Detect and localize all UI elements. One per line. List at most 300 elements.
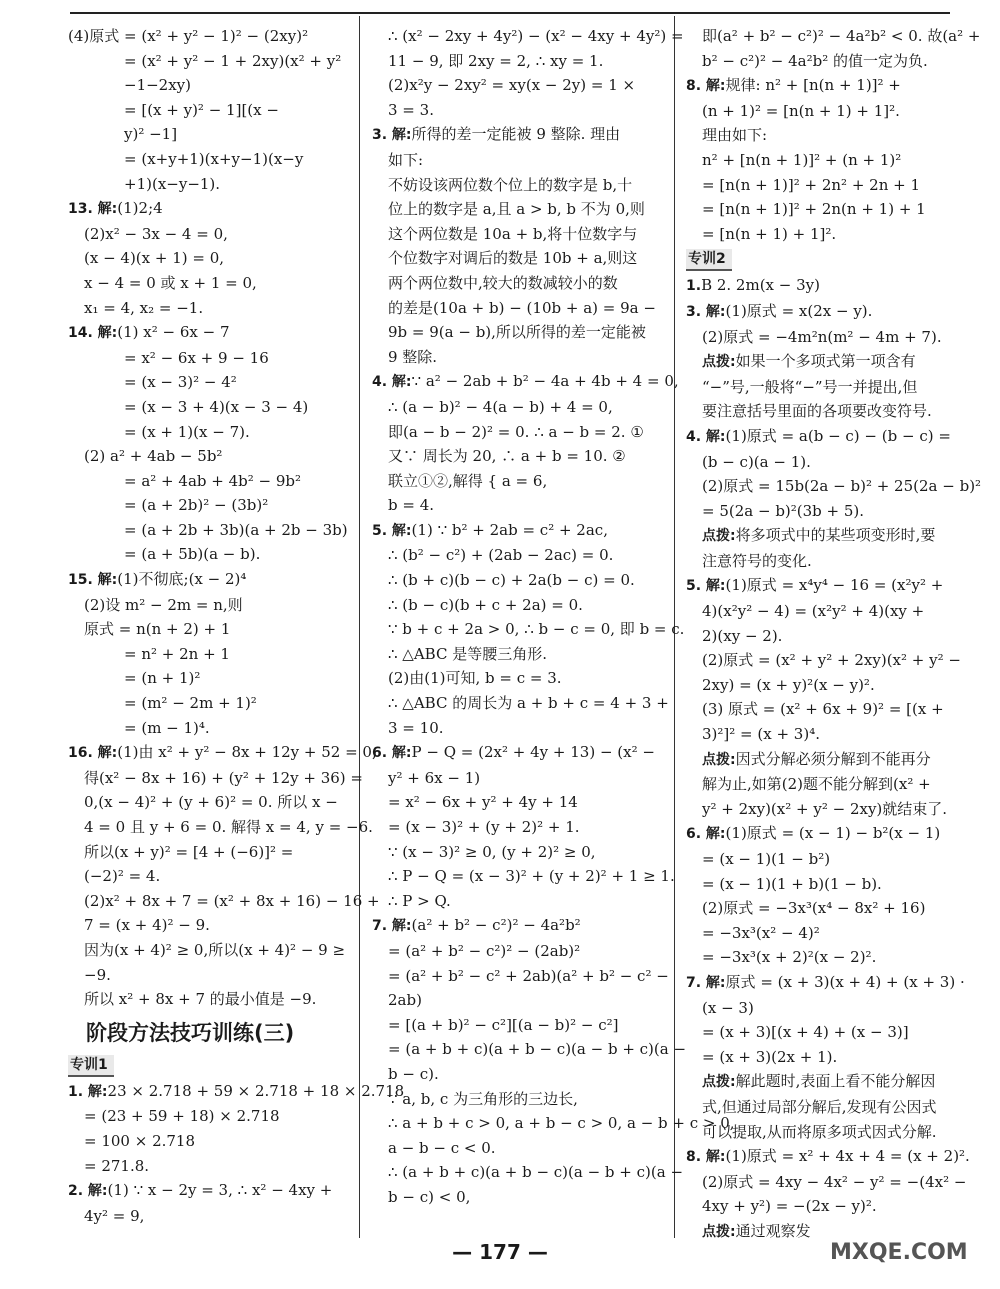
answer-line	[372, 1111, 735, 1136]
answer-text: ∴ △ABC 是等腰三角形.	[388, 644, 547, 663]
answer-line	[686, 73, 952, 99]
answer-text: 位上的数字是 a,且 a > b, b 不为 0,则	[388, 200, 645, 219]
answer-text: (1)原式 = x(2x − y).	[725, 301, 873, 320]
answer-line	[686, 399, 952, 424]
watermark-logo: MXQE.COM	[830, 1240, 968, 1265]
answer-line	[372, 320, 656, 345]
tip-label: 点拨:	[702, 1074, 736, 1091]
answer-line	[68, 49, 346, 74]
answer-line	[686, 599, 952, 624]
answer-text: = [n(n + 1)]² + 2n(n + 1) + 1	[702, 200, 926, 219]
answer-text: (b − c)(a − 1).	[702, 452, 811, 471]
answer-text: = 5(2a − b)²(3b + 5).	[702, 501, 865, 520]
answer-line	[68, 567, 346, 593]
answer-line	[686, 499, 952, 524]
answer-line	[372, 1062, 656, 1087]
answer-text: x − 4 = 0 或 x + 1 = 0,	[84, 273, 257, 292]
answer-text: = (x − 3)² + (y + 2)² + 1.	[388, 818, 580, 836]
answer-text: 原式 = (x + 3)(x + 4) + (x + 3) ·	[725, 972, 965, 991]
answer-line	[68, 73, 346, 98]
answer-text: x₁ = 4, x₂ = −1.	[84, 298, 204, 317]
answer-text: (1)原式 = x² + 4x + 4 = (x + 2)².	[725, 1147, 970, 1166]
answer-line	[68, 666, 346, 691]
answer-line	[686, 945, 952, 970]
answer-line	[686, 197, 952, 222]
answer-text: ∵ b + c + 2a > 0, ∴ b − c = 0, 即 b = c.	[388, 620, 685, 639]
problem-number: 1. 解:	[68, 1083, 108, 1100]
answer-line	[68, 420, 346, 445]
answer-text: “−”号,一般将“−”号一并提出,但	[702, 377, 918, 396]
answer-text: = (a + 2b + 3b)(a + 2b − 3b)	[124, 520, 348, 539]
answer-line	[372, 840, 656, 865]
answer-text: 4y² = 9,	[84, 1206, 145, 1225]
answer-line	[68, 913, 346, 938]
answer-text: (2)原式 = 15b(2a − b)² + 25(2a − b)²	[702, 477, 982, 496]
answer-line	[686, 921, 952, 946]
problem-number: 7. 解:	[372, 918, 412, 935]
answer-line	[372, 469, 656, 494]
answer-line	[68, 938, 346, 963]
answer-text: = −3x³(x + 2)²(x − 2)².	[702, 948, 877, 967]
answer-line	[68, 766, 363, 791]
answer-text: = −3x³(x² − 4)²	[702, 923, 820, 942]
answer-text: (1)2;4	[117, 199, 163, 218]
answer-line	[686, 648, 961, 673]
answer-line	[68, 246, 346, 271]
answer-text: b − c).	[388, 1064, 439, 1083]
answer-text: = (x + 1)(x − 7).	[124, 422, 250, 441]
answer-line	[372, 543, 656, 568]
answer-line	[68, 987, 346, 1012]
answer-text: ∴ (a − b)² − 4(a − b) + 4 = 0,	[388, 397, 613, 416]
answer-text: b = 4.	[388, 496, 435, 515]
answer-text: (2)原式 = −4m²n(m² − 4m + 7).	[702, 327, 942, 346]
answer-line	[686, 747, 952, 773]
answer-line	[686, 624, 952, 649]
answer-line	[68, 196, 346, 222]
answer-text: (2)x² + 8x + 7 = (x² + 8x + 16) − 16 +	[84, 891, 380, 910]
answer-line	[686, 1194, 952, 1219]
answer-text: = (m − 1)⁴.	[124, 718, 210, 737]
problem-number: 4. 解:	[686, 428, 726, 445]
answer-line	[372, 246, 656, 271]
answer-text: = 100 × 2.718	[84, 1131, 196, 1150]
answer-text: = n² + 2n + 1	[124, 644, 230, 663]
answer-text: ∴ △ABC 的周长为 a + b + c = 4 + 3 +	[388, 694, 669, 713]
answer-line	[372, 913, 656, 939]
answer-line	[68, 740, 377, 766]
answer-text: (2)原式 = −3x³(x⁴ − 8x² + 16)	[702, 899, 926, 918]
answer-line	[686, 273, 952, 299]
answer-text: (1) x² − 6x − 7	[117, 323, 230, 342]
answer-text: 所以 x² + 8x + 7 的最小值是 −9.	[84, 990, 317, 1009]
answer-text: (2)由(1)可知, b = c = 3.	[388, 669, 562, 688]
answer-line	[68, 864, 346, 889]
answer-text: = (x − 1)(1 + b)(1 − b).	[702, 874, 882, 893]
answer-line	[68, 1079, 405, 1105]
answer-line	[372, 988, 656, 1013]
problem-number: 15. 解:	[68, 572, 118, 589]
answer-text: = [(a + b)² − c²][(a − b)² − c²]	[388, 1015, 619, 1034]
answer-line	[372, 24, 684, 49]
answer-line	[372, 222, 656, 247]
answer-line	[686, 549, 952, 574]
answer-text: = x² − 6x + y² + 4y + 14	[388, 793, 578, 812]
answer-text: 4xy + y²) = −(2x − y)².	[702, 1197, 877, 1216]
answer-text: 的差是(10a + b) − (10b + a) = 9a −	[388, 298, 656, 317]
answer-text: (2)原式 = (x² + y² + 2xy)(x² + y² −	[702, 651, 961, 670]
answer-text: (2)设 m² − 2m = n,则	[84, 595, 243, 614]
page-number: — 177 —	[452, 1240, 548, 1264]
answer-line	[68, 790, 346, 815]
answer-text: 得(x² − 8x + 16) + (y² + 12y + 36) =	[84, 768, 363, 787]
answer-line	[68, 493, 346, 518]
answer-line	[686, 474, 982, 499]
answer-line	[68, 642, 346, 667]
answer-text: 将多项式中的某些项变形时,要	[735, 526, 936, 545]
tip-label: 点拨:	[702, 751, 736, 768]
answer-text: 解此题时,表面上看不能分解因	[735, 1072, 936, 1091]
answer-line	[686, 847, 952, 872]
answer-line	[68, 518, 346, 543]
answer-text: (x − 3)	[702, 998, 754, 1017]
answer-line	[68, 222, 346, 247]
answer-line	[68, 469, 346, 494]
answer-line	[686, 772, 952, 797]
answer-text: ∴ (a + b + c)(a + b − c)(a − b + c)(a −	[388, 1163, 684, 1182]
answer-line	[686, 722, 952, 747]
answer-line	[372, 1185, 656, 1210]
answer-text: 3 = 3.	[388, 100, 434, 119]
answer-line	[686, 1170, 967, 1195]
answer-line	[686, 1045, 952, 1070]
answer-line	[68, 1178, 346, 1204]
answer-text: = (a + 2b)² − (3b)²	[124, 496, 269, 515]
tip-label: 点拨:	[702, 528, 736, 545]
answer-text: ∴ (b − c)(b + c + 2a) = 0.	[388, 595, 583, 614]
answer-text: y² + 2xy)(x² + y² − 2xy)就结束了.	[702, 799, 948, 818]
answer-text: = (x² + y² − 1 + 2xy)(x² + y²	[124, 51, 342, 70]
answer-line	[372, 939, 656, 964]
answer-line	[68, 1154, 346, 1179]
answer-line	[68, 593, 346, 618]
answer-text: (x − 4)(x + 1) = 0,	[84, 249, 225, 268]
answer-text: (2)原式 = 4xy − 4x² − y² = −(4x² −	[702, 1172, 967, 1191]
answer-text: ∵ a, b, c 为三角形的三边长,	[388, 1089, 578, 1108]
answer-line	[372, 815, 656, 840]
answer-text: 4)(x²y² − 4) = (x²y² + 4)(xy +	[702, 602, 925, 621]
problem-number: 1.	[686, 278, 702, 295]
answer-text: 7 = (x + 4)² − 9.	[84, 916, 210, 935]
answer-line	[68, 815, 373, 840]
answer-text: 4 = 0 且 y + 6 = 0. 解得 x = 4, y = −6.	[84, 818, 373, 836]
answer-text: ∵ (x − 3)² ≥ 0, (y + 2)² ≥ 0,	[388, 842, 596, 861]
answer-text: 0,(x − 4)² + (y + 6)² = 0. 所以 x −	[84, 793, 338, 812]
answer-line	[686, 450, 952, 475]
problem-number: 16. 解:	[68, 745, 118, 762]
answer-line	[372, 666, 656, 691]
answer-line	[68, 889, 380, 914]
answer-line	[68, 1204, 346, 1229]
answer-text: 规律: n² + [n(n + 1)]² +	[725, 76, 901, 95]
answer-text: 可以提取,从而将原多项式因式分解.	[702, 1122, 937, 1141]
answer-line	[372, 889, 656, 914]
answer-text: 联立①②,解得 { a = 6,	[388, 471, 548, 490]
answer-text: = 271.8.	[84, 1156, 150, 1175]
answer-line	[686, 1069, 952, 1095]
answer-line	[68, 24, 346, 49]
answer-text: = (m² − 2m + 1)²	[124, 694, 257, 713]
answer-text: 解为止,如第(2)题不能分解到(x² +	[702, 775, 931, 794]
answer-text: 2)(xy − 2).	[702, 626, 783, 645]
answer-line	[686, 299, 952, 325]
answer-text: ∴ a + b + c > 0, a + b − c > 0, a − b + c > 0,	[388, 1114, 735, 1133]
answer-line	[686, 325, 952, 350]
answer-line	[686, 1095, 952, 1120]
answer-line	[686, 222, 952, 247]
answer-line	[372, 1087, 656, 1112]
answer-text: y² + 6x − 1)	[388, 768, 481, 787]
answer-text: 9 整除.	[388, 347, 438, 366]
answer-text: = (x − 3 + 4)(x − 3 − 4)	[124, 397, 309, 416]
answer-text: (1) ∵ x − 2y = 3, ∴ x² − 4xy +	[107, 1181, 333, 1200]
answer-line	[372, 790, 656, 815]
answer-text: = (a² + b² − c² + 2ab)(a² + b² − c² −	[388, 966, 669, 985]
answer-line	[372, 369, 679, 395]
answer-text: ∴ (x² − 2xy + 4y²) − (x² − 4xy + 4y²) =	[388, 27, 684, 45]
answer-line	[68, 98, 346, 123]
answer-line	[68, 1104, 346, 1129]
answer-line	[372, 1013, 656, 1038]
answer-text: 即(a² + b² − c²)² − 4a²b² < 0. 故(a² +	[702, 27, 981, 45]
answer-line	[372, 1160, 684, 1185]
answer-text: 通过观察发	[735, 1221, 811, 1240]
answer-line	[686, 821, 952, 847]
problem-number: 2. 解:	[68, 1183, 108, 1200]
answer-text: (2)x²y − 2xy² = xy(x − 2y) = 1 ×	[388, 76, 636, 95]
problem-number: 5. 解:	[372, 522, 412, 539]
answer-text: = (23 + 59 + 18) × 2.718	[84, 1107, 280, 1126]
answer-line	[686, 573, 952, 599]
answer-line	[68, 296, 346, 321]
answer-text: 9b = 9(a − b),所以所得的差一定能被	[388, 323, 646, 342]
answer-text: 两个两位数中,较大的数减较小的数	[388, 273, 618, 292]
answer-text: = [(x + y)² − 1][(x −	[124, 100, 279, 119]
answer-text: 3 = 10.	[388, 718, 444, 737]
answer-text: (4)原式 = (x² + y² − 1)² − (2xy)²	[68, 27, 309, 45]
answer-text: 式,但通过局部分解后,发现有公因式	[702, 1097, 937, 1116]
answer-line	[686, 896, 952, 921]
answer-line	[68, 542, 346, 567]
answer-line	[686, 375, 952, 400]
answer-line	[372, 593, 656, 618]
answer-text: P − Q = (2x² + 4y + 13) − (x² −	[411, 743, 655, 762]
answer-text: 理由如下:	[702, 126, 768, 145]
answer-text: (−2)² = 4.	[84, 867, 161, 886]
answer-text: (1)原式 = x⁴y⁴ − 16 = (x²y² +	[725, 576, 944, 595]
answer-line	[68, 172, 346, 197]
answer-line	[686, 1020, 952, 1045]
subsection-title: 专训2	[686, 249, 732, 271]
answer-line	[686, 523, 952, 549]
page-header-bar	[70, 0, 950, 14]
answer-line	[68, 963, 346, 988]
problem-number: 4. 解:	[372, 374, 412, 391]
answer-text: = (a² + b² − c²)² − (2ab)²	[388, 941, 581, 960]
answer-text: (1) ∵ b² + 2ab = c² + 2ac,	[411, 520, 608, 539]
subsection-title: 专训1	[68, 1055, 114, 1077]
answer-line	[686, 24, 981, 49]
tip-label: 点拨:	[702, 1223, 736, 1240]
column-right	[686, 24, 982, 1240]
answer-text: ∴ P − Q = (x − 3)² + (y + 2)² + 1 ≥ 1.	[388, 867, 675, 886]
answer-line	[686, 996, 952, 1021]
answer-line	[68, 395, 346, 420]
answer-line	[372, 1136, 656, 1161]
answer-line	[68, 716, 346, 741]
answer-text: = (x − 3)² − 4²	[124, 373, 237, 392]
answer-text: = (x − 1)(1 − b²)	[702, 850, 831, 868]
answer-text: a − b − c < 0.	[388, 1138, 496, 1157]
answer-text: = (x+y+1)(x+y−1)(x−y	[124, 149, 304, 168]
answer-text: −1−2xy)	[124, 76, 192, 95]
answer-text: 因式分解必须分解到不能再分	[735, 749, 931, 768]
answer-text: 因为(x + 4)² ≥ 0,所以(x + 4)² − 9 ≥	[84, 940, 346, 959]
column-divider	[359, 16, 360, 1238]
answer-text: (2)x² − 3x − 4 = 0,	[84, 224, 228, 243]
answer-text: 2xy) = (x + y)²(x − y)².	[702, 675, 875, 694]
answer-text: = (n + 1)²	[124, 669, 201, 688]
answer-text: ∴ P > Q.	[388, 891, 451, 910]
answer-text: 原式 = n(n + 2) + 1	[84, 620, 231, 639]
answer-text: 又∵ 周长为 20, ∴ a + b = 10. ②	[388, 447, 626, 466]
answer-line	[372, 740, 656, 766]
section-title: 阶段方法技巧训练(三)	[86, 1020, 295, 1045]
answer-line	[68, 147, 346, 172]
answer-line	[372, 98, 656, 123]
answer-line	[372, 716, 656, 741]
answer-text: b² − c²)² − 4a²b² 的值一定为负.	[702, 51, 928, 70]
answer-text: 要注意括号里面的各项要改变符号.	[702, 402, 932, 421]
answer-line	[686, 673, 952, 698]
answer-line	[372, 964, 669, 989]
answer-text: 所以(x + y)² = [4 + (−6)]² =	[84, 842, 294, 861]
answer-text: +1)(x−y−1).	[124, 174, 221, 193]
problem-number: 6. 解:	[372, 745, 412, 762]
answer-line	[686, 99, 952, 124]
answer-text: ∴ (b + c)(b − c) + 2a(b − c) = 0.	[388, 571, 635, 590]
answer-line	[686, 148, 952, 173]
answer-text: 如下:	[388, 150, 424, 169]
answer-line	[686, 970, 965, 996]
answer-text: (1)原式 = (x − 1) − b²(x − 1)	[725, 824, 941, 843]
problem-number: 3. 解:	[686, 303, 726, 320]
answer-text: −9.	[84, 965, 111, 984]
problem-number: 5. 解:	[686, 578, 726, 595]
answer-text: = (x + 3)[(x + 4) + (x − 3)]	[702, 1023, 909, 1042]
answer-line	[686, 173, 952, 198]
answer-line	[686, 872, 952, 897]
answer-text: 不妨设该两位数个位上的数字是 b,十	[388, 175, 633, 194]
problem-number: 7. 解:	[686, 974, 726, 991]
answer-text: 3)²]² = (x + 3)⁴.	[702, 725, 820, 744]
answer-line	[686, 1144, 970, 1170]
answer-text: 23 × 2.718 + 59 × 2.718 + 18 × 2.718	[107, 1081, 405, 1100]
problem-number: 3. 解:	[372, 127, 412, 144]
answer-text: (1)由 x² + y² − 8x + 12y + 52 = 0,	[117, 743, 377, 762]
answer-line	[68, 840, 346, 865]
answer-line	[68, 617, 346, 642]
answer-line	[686, 424, 952, 450]
answer-text: n² + [n(n + 1)]² + (n + 1)²	[702, 150, 902, 169]
answer-line	[68, 346, 346, 371]
answer-text: = [n(n + 1) + 1]².	[702, 224, 837, 243]
answer-line	[372, 444, 656, 469]
answer-text: 即(a − b − 2)² = 0. ∴ a − b = 2. ①	[388, 422, 644, 441]
answer-line	[68, 320, 346, 346]
answer-line	[372, 122, 656, 148]
answer-text: = a² + 4ab + 4b² − 9b²	[124, 471, 302, 490]
answer-text: (3) 原式 = (x² + 6x + 9)² = [(x +	[702, 700, 944, 719]
answer-line	[372, 49, 656, 74]
answer-line	[372, 73, 656, 98]
answer-text: = (x + 3)(2x + 1).	[702, 1047, 838, 1066]
answer-line	[68, 370, 346, 395]
answer-line	[372, 691, 669, 716]
answer-line	[686, 49, 952, 74]
answer-line	[372, 148, 656, 173]
answer-text: y)² −1]	[124, 125, 178, 144]
answer-text: (n + 1)² = [n(n + 1) + 1]².	[702, 101, 900, 120]
answer-line	[686, 349, 952, 375]
answer-line	[372, 296, 656, 321]
answer-line	[372, 518, 656, 544]
answer-line	[372, 766, 656, 791]
answer-line	[372, 568, 656, 593]
answer-line	[686, 1120, 952, 1145]
answer-line	[372, 642, 656, 667]
answer-text: ∴ (b² − c²) + (2ab − 2ac) = 0.	[388, 546, 614, 565]
problem-number: 8. 解:	[686, 1149, 726, 1166]
answer-line	[372, 617, 685, 642]
answer-text: (2) a² + 4ab − 5b²	[84, 447, 223, 466]
answer-text: = [n(n + 1)]² + 2n² + 2n + 1	[702, 175, 921, 194]
answer-line	[372, 197, 656, 222]
answer-text: b − c) < 0,	[388, 1187, 471, 1206]
answer-text: = x² − 6x + 9 − 16	[124, 348, 269, 367]
answer-line	[372, 1037, 687, 1062]
answer-text: 所得的差一定能被 9 整除. 理由	[411, 125, 621, 144]
answer-line	[686, 123, 952, 148]
problem-number: 14. 解:	[68, 325, 118, 342]
tip-label: 点拨:	[702, 354, 736, 371]
answer-line	[68, 691, 346, 716]
answer-text: (1)不彻底;(x − 2)⁴	[117, 570, 247, 589]
answer-text: 如果一个多项式第一项含有	[735, 352, 916, 371]
answer-line	[68, 444, 346, 469]
answer-line	[372, 271, 656, 296]
answer-text: ∵ a² − 2ab + b² − 4a + 4b + 4 = 0,	[411, 372, 679, 391]
answer-line	[372, 420, 656, 445]
answer-line	[68, 122, 346, 147]
answer-line	[68, 1129, 346, 1154]
problem-number: 6. 解:	[686, 826, 726, 843]
answer-text: (a² + b² − c²)² − 4a²b²	[411, 916, 581, 935]
answer-line	[686, 697, 952, 722]
problem-number: 8. 解:	[686, 78, 726, 95]
answer-line	[68, 271, 346, 296]
problem-number: 13. 解:	[68, 201, 118, 218]
